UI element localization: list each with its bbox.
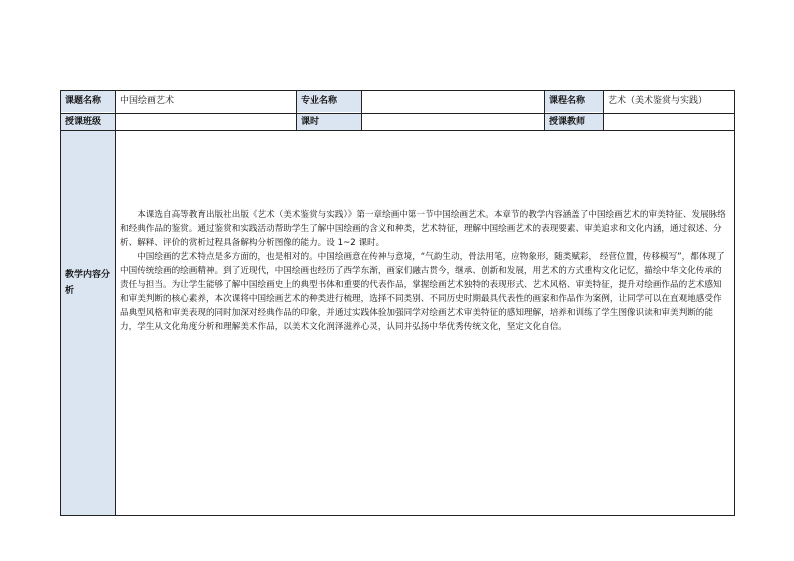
major-label: 专业名称	[297, 91, 361, 112]
analysis-paragraph-2: 中国绘画的艺术特点是多方面的，也是相对的。中国绘画意在传神与意境，“气韵生动，骨法用笔，应物象形，随类赋彩， 经营位置，传移模写”，都体现了中国传统绘画的绘画精神。到了近现代，中国绘画也经历了西学东渐，画家们融古贯今，继承、创新和发展，用艺术的方式重构文化记忆，描绘中华文化传承的责任与担当。为让学生能够了解中国绘画史上的典型书体和重要的代表作品，掌握绘画艺术独特的表现形式、艺术风格、审美特征，提升对绘画作品的艺术感知和审美判断的核心素养，本次课将中国绘画艺术的种类进行梳理，选择不同类别、不同历史时期最具代表性的画家和作品作为案例，让同学可以在直观地感受作品典型风格和审美表现的同时加深对经典作品的印象，并通过实践体验加强同学对绘画艺术审美特征的感知理解，培养和训练了学生图像识读和审美判断的能力，学生从文化角度分析和理解美术作品，以美术文化润泽滋养心灵，认同并弘扬中华优秀传统文化，坚定文化自信。	[120, 252, 725, 332]
course-name-value: 中国绘画艺术	[120, 96, 175, 106]
analysis-label: 教学内容分析	[65, 270, 111, 296]
hours-label: 课时	[297, 114, 361, 130]
analysis-content	[120, 208, 726, 334]
hours-value	[362, 114, 544, 130]
col-divider-2	[296, 90, 297, 131]
analysis-label-cell	[61, 131, 115, 515]
class-value	[116, 114, 296, 130]
subject-value: 艺术（美术鉴赏与实践）	[608, 96, 708, 106]
analysis-paragraph-1: 本课选自高等教育出版社出版《艺术（美术鉴赏与实践）》第一章绘画中第一节中国绘画艺术。本章节的教学内容涵盖了中国绘画艺术的审美特征、发展脉络和经典作品的鉴赏。通过鉴赏和实践活动帮助学生了解中国绘画的含义和种类，艺术特征，理解中国绘画艺术的表现要素、审美追求和文化内涵，通过叙述、分析、解释、评价的赏析过程具备解构分析图像的能力。设 1~2 课时。	[120, 210, 726, 248]
course-name-label: 课题名称	[61, 91, 115, 112]
row-divider-1	[60, 113, 735, 114]
col-divider-3	[361, 90, 362, 131]
class-label: 授课班级	[61, 114, 115, 130]
col-divider-4	[544, 90, 545, 131]
row-divider-2	[60, 130, 735, 131]
teacher-value	[604, 114, 734, 130]
major-value	[362, 91, 544, 112]
subject-label: 课程名称	[545, 91, 603, 112]
col-divider-5	[603, 90, 604, 131]
teacher-label: 授课教师	[545, 114, 603, 130]
col-divider-1	[115, 90, 116, 516]
